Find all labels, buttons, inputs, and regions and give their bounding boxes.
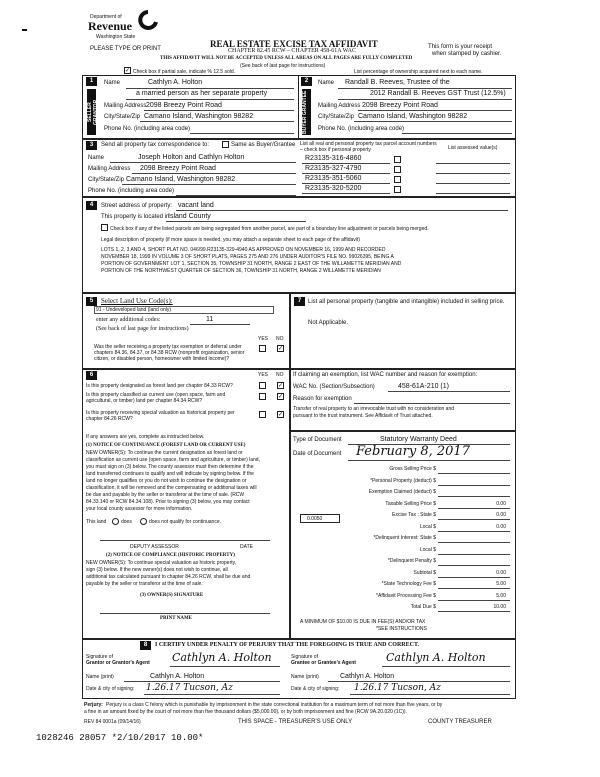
located-line	[166, 221, 306, 222]
seller-city-label: City/State/Zip	[104, 114, 141, 120]
local-rate-box[interactable]	[300, 514, 340, 523]
dor-logo	[86, 10, 156, 40]
buyer-name-1[interactable]: Randall B. Reeves, Trustee of the	[345, 79, 450, 86]
legal-line-3: PORTION OF GOVERNMENT LOT 1, SECTION 35, TOWNSHIP 31 NORTH, RANGE 2 EAST OF THE WILLAMETTE MERIDIAN AND	[101, 261, 402, 267]
seller-mailing[interactable]: 2098 Breezy Point Road	[146, 102, 222, 109]
taxpayer-mailing-label: Mailing Address	[88, 166, 131, 172]
tax-row-label: *State Technology Fee $	[381, 581, 436, 587]
reason-label: Reason for exemption	[293, 396, 352, 402]
parties-divider	[298, 75, 299, 139]
grantor-signature[interactable]: Cathlyn A. Holton	[172, 651, 272, 664]
grantee-sig-label-a: Signature of	[291, 654, 318, 660]
additional-codes-line	[190, 324, 250, 325]
forest-q1: Is this property designated as forest land per chapter 84.33 RCW?	[86, 383, 233, 389]
buyer-name-label: Name	[318, 80, 335, 86]
section-1-num: 1	[86, 77, 97, 86]
assessed-line-1	[436, 163, 510, 164]
notice2-l3: additional tax calculated pursuant to chapter 84.26 RCW, shall be due and	[86, 574, 251, 580]
account-2[interactable]: R23135-327-4790	[305, 165, 362, 172]
tax-row-label: Total Due $	[410, 604, 436, 610]
grantor-date[interactable]: 1.26.17 Tucson, Az	[146, 683, 233, 693]
notice2-l1: NEW OWNER(S): To continue special valuation as historic property,	[86, 560, 237, 566]
ownership-pct: List percentage of ownership acquired next to each name.	[354, 69, 483, 75]
grantee-name[interactable]: Cathlyn A. Holton	[340, 673, 395, 680]
tax-row-value[interactable]: 0.00	[496, 512, 506, 518]
grantor-name[interactable]: Cathlyn A. Holton	[150, 673, 205, 680]
date-doc-line	[348, 460, 510, 461]
tax-row-line	[438, 473, 510, 474]
segregated-label: Check box if any of the listed parcels are being segregated from another parcel, are part of a boundary line adjustment or parcels being merged.	[110, 226, 429, 232]
forest-q2-no[interactable]: ✓	[278, 394, 284, 400]
treasurer-space: THIS SPACE - TREASURER'S USE ONLY	[238, 719, 353, 725]
grantor-agent-label: Grantor or Grantor's Agent	[86, 660, 150, 666]
tax-row-label: *Delinquent Interest: State $	[373, 535, 436, 541]
forest-if-yes: If any answers are yes, complete as instructed below.	[86, 434, 205, 440]
forest-q2: Is this property classified as current use (open space, farm and agricultural, or timber) land per chapter 84.34 RCW?	[86, 392, 226, 404]
form-warning: THIS AFFIDAVIT WILL NOT BE ACCEPTED UNLESS ALL AREAS ON ALL PAGES ARE FULLY COMPLETED	[160, 56, 413, 61]
seller-name-line-1	[126, 88, 294, 89]
section-6-num: 6	[86, 371, 97, 380]
tax-row-line	[438, 496, 510, 497]
street-label: Street address of property:	[101, 203, 173, 209]
taxpayer-phone-label: Phone No. (including area code)	[88, 188, 175, 194]
grantor-sig-label-a: Signature of	[86, 654, 113, 660]
deputy-date-label: DATE	[240, 544, 253, 550]
taxpayer-label: Send all property tax correspondence to:	[101, 142, 210, 148]
print-name-label: PRINT NAME	[160, 616, 192, 621]
buyer-phone-line	[402, 133, 512, 134]
tax-row-label: Excise Tax : State $	[392, 512, 436, 518]
taxpayer-name-line	[110, 162, 296, 163]
rev-code: REV 84 0001a (09/14/16)	[84, 719, 141, 725]
reason-line-1[interactable]: Transfer of real property to an irrevocable trust with no consideration and	[293, 406, 455, 412]
wac-label: WAC No. (Section/Subsection)	[293, 384, 375, 390]
account-line-2	[302, 173, 390, 174]
account-3[interactable]: R23135-351-5060	[305, 175, 362, 182]
located-value[interactable]: Island County	[168, 213, 211, 220]
forest-q3-yes[interactable]	[259, 411, 266, 418]
deputy-line	[100, 540, 270, 541]
forest-q3-no[interactable]: ✓	[278, 412, 284, 418]
assessed-line-3	[436, 183, 510, 184]
mark-dash	[22, 29, 27, 31]
buyer-mailing-label: Mailing Address	[318, 103, 361, 109]
buyer-city-label: City/State/Zip	[318, 114, 355, 120]
deputy-label: DEPUTY ASSESSOR	[130, 544, 179, 550]
tax-row-line	[438, 577, 510, 578]
receipt-note-2: when stamped by cashier.	[432, 51, 502, 57]
grantee-date-line	[350, 694, 510, 695]
account-3-checkbox[interactable]	[394, 176, 401, 183]
street-line	[176, 210, 508, 211]
seller-phone-label: Phone No. (including area code)	[104, 126, 191, 132]
perjury-line-2: a fine in an amount fixed by the court of not more than five thousand dollars ($5,000.00), or by both imprisonment and fine (RCW 9A.20.020 (1C)).	[84, 709, 407, 715]
tax-row-line	[438, 531, 510, 532]
tax-row-label: Local $	[419, 524, 436, 530]
forest-q2-yes[interactable]	[259, 393, 266, 400]
legal-line-1: LOTS 1, 2, 3 AND 4, SHORT PLAT NO. 046/99.R23135-329-4940 AS APPROVED ON NOVEMBER 16, 1999 AND RECORDED	[101, 247, 386, 253]
same-as-buyer-checkbox[interactable]	[222, 141, 229, 148]
form-chapter: CHAPTER 82.45 RCW – CHAPTER 458-61A WAC	[228, 48, 356, 54]
notice1-l2: classification as current use (open space, farm and agriculture, or timber) land,	[86, 457, 260, 463]
dor-line3: Washington State	[96, 34, 136, 40]
notice1-l8: 84.33.140 or RCW 84.34.108). Prior to signing (3) below, you may contact	[86, 499, 250, 505]
wac-line	[388, 391, 510, 392]
street-value[interactable]: vacant land	[178, 202, 214, 209]
additional-codes-value[interactable]: 11	[206, 316, 214, 323]
notice2-title: (2) NOTICE OF COMPLIANCE (HISTORIC PROPERTY)	[106, 553, 235, 558]
section-2-num: 2	[301, 77, 312, 86]
grantor-date-label: Date & city of signing:	[86, 686, 135, 692]
buyer-side-label: BUYER GRANTEE	[302, 89, 311, 135]
account-4[interactable]: R23135-320-5200	[305, 185, 362, 192]
tax-row-label: Subtotal $	[413, 570, 436, 576]
section-4-num: 4	[86, 201, 97, 210]
partial-sale-label: Check box if partial sale, indicate % 12.5 sold.	[133, 69, 235, 75]
grantee-name-line	[328, 681, 510, 682]
personal-property-label: List all personal property (tangible and intangible) included in selling price.	[308, 299, 505, 305]
tax-row-value[interactable]: 0.00	[496, 501, 506, 507]
notice1-l6: classification, it will be removed and the compensating or additional taxes will	[86, 485, 257, 491]
tax-row-label: Local $	[419, 547, 436, 553]
seller-side-label: SELLER GRANTOR	[87, 89, 96, 135]
tax-row-value[interactable]: 10.00	[493, 604, 506, 610]
reason-line	[354, 403, 510, 404]
buyer-mailing-line	[358, 110, 512, 111]
no-header: NO	[276, 336, 284, 342]
perjury-line-1: Perjury is a class C felony which is punishable by imprisonment in the state correctional institution for a maximum term of not more than five years, or by	[106, 702, 443, 708]
receipt-stamp: 1028246 28057 *2/10/2017 10.00*	[36, 733, 204, 743]
tax-row-line	[438, 600, 510, 601]
account-1-checkbox[interactable]	[394, 156, 401, 163]
see-back: (See back of last page for instructions)	[96, 326, 189, 332]
taxpayer-name[interactable]: Joseph Holton and Cathlyn Holton	[138, 154, 245, 161]
grantee-date[interactable]: 1.26.17 Tucson, Az	[354, 683, 441, 693]
tax-row-label: Gross Selling Price $	[389, 466, 436, 472]
local-rate-value: 0.0050	[307, 516, 323, 522]
same-as-buyer-label: Same as Buyer/Grantee	[231, 142, 296, 148]
tax-row-value[interactable]: 0.00	[496, 570, 506, 576]
grantee-sig-line	[382, 666, 510, 667]
grantor-name-label: Name (print)	[86, 674, 114, 680]
notice1-l4: land transferred continues to qualify and will indicate by signing below. If the	[86, 471, 254, 477]
account-line-3	[302, 183, 390, 184]
land-use-label: Select Land Use Code(s):	[101, 297, 173, 305]
seller-name-1[interactable]: Cathlyn A. Holton	[148, 79, 203, 86]
tax-row-line	[438, 554, 510, 555]
forest-q1-no[interactable]: ✓	[278, 383, 284, 389]
receipt-note-1: This form is your receipt	[428, 44, 493, 50]
grantor-name-line	[124, 681, 280, 682]
taxpayer-phone-line	[176, 195, 296, 196]
date-doc-label: Date of Document	[293, 451, 342, 457]
account-1[interactable]: R23135-316-4860	[305, 155, 362, 162]
personal-property-value[interactable]: Not Applicable.	[308, 320, 349, 326]
perjury-label: Perjury:	[84, 702, 103, 708]
tax-row-line	[438, 611, 510, 612]
notice1-l9: your local county assessor for more information.	[86, 506, 193, 512]
exempt-question: Was the seller receiving a property tax exemption or deferral under chapters 84.36, 84.37, or 84.38 RCW (nonprofit organization, senior citizen, or disabled person, homeowner with limited income)?	[94, 344, 245, 362]
reason-line-2[interactable]: pursuant to the trust instrument. See Affidavit of Trust attached.	[293, 413, 433, 419]
buyer-name-line-1	[338, 88, 512, 89]
exemption-label: If claiming an exemption, list WAC number and reason for exemption:	[293, 372, 478, 378]
tax-row-line	[438, 485, 510, 486]
partial-sale-checkbox[interactable]: ✓	[125, 68, 131, 74]
notice1-l3: you must sign on (3) below. The county assessor must then determine if the	[86, 464, 254, 470]
yes-header: YES	[258, 336, 269, 342]
located-label: This property is located in	[101, 214, 170, 220]
accounts-header: List all real and personal property tax parcel account numbers – check box if personal property	[300, 141, 437, 153]
taxpayer-city[interactable]: Camano Island, Washington 98282	[126, 176, 236, 183]
section-8-num: 8	[140, 641, 151, 650]
taxpayer-name-label: Name	[88, 155, 105, 161]
dor-swoosh-icon	[138, 10, 158, 32]
taxpayer-city-label: City/State/Zip	[88, 177, 125, 183]
notice1-title: (1) NOTICE OF CONTINUANCE (FOREST LAND OR CURRENT USE)	[86, 443, 246, 448]
forest-q3: Is this property receiving special valuation as historical property per chapter 84.26 RCW?	[86, 410, 235, 422]
seller-phone-line	[190, 133, 294, 134]
does-label: does	[121, 519, 132, 525]
legal-line-4: PORTION OF THE NORTHWEST QUARTER OF SECTION 36, TOWNSHIP 31 NORTH, RANGE 2 WILLAMETTE MERIDIAN	[101, 268, 381, 274]
buyer-name-2[interactable]: 2012 Randall B. Reeves GST Trust (12.5%)	[370, 90, 506, 97]
forest-no-header: NO	[276, 372, 284, 378]
notice2-l4: payable by the seller or transferor at the time of sale.	[86, 581, 203, 587]
tax-row-value[interactable]: 5.00	[496, 581, 506, 587]
forest-q1-yes[interactable]	[259, 382, 266, 389]
owner-sig-label: (3) OWNER(S) SIGNATURE	[140, 593, 204, 598]
notice2-l2: sign (3) below. If the new owner(s) does not wish to continue, all	[86, 567, 228, 573]
tax-row-line	[438, 542, 510, 543]
owner-sig-line	[100, 613, 270, 614]
type-doc-value[interactable]: Statutory Warranty Deed	[380, 436, 457, 443]
tax-row-value[interactable]: 0.00	[496, 524, 506, 530]
seller-city-line	[140, 121, 294, 122]
wac-value[interactable]: 458-61A-210 (1)	[398, 383, 449, 390]
account-line-1	[302, 163, 390, 164]
seller-name-line-2	[126, 99, 294, 100]
buyer-city[interactable]: Camano Island, Washington 98282	[358, 113, 468, 120]
legal-label: Legal description of property (if more space is needed, you may attach a separate sheet to each page of the affidavit)	[101, 237, 360, 243]
tax-row-label: *Affidavit Processing Fee $	[376, 593, 436, 599]
grantee-signature[interactable]: Cathlyn A. Holton	[386, 651, 486, 664]
tax-row-label: *Delinquent Penalty $	[387, 558, 436, 564]
does-not-label: does not qualify for continuance.	[149, 519, 221, 525]
notice1-l5: land no longer qualifies or you do not wish to continue the designation or	[86, 478, 247, 484]
does-not-radio[interactable]	[140, 518, 147, 525]
buyer-phone-label: Phone No. (including area code)	[318, 126, 405, 132]
dor-line2: Revenue	[88, 19, 132, 33]
assessed-line-4	[436, 193, 510, 194]
tax-row-label: *Personal Property (deduct) $	[370, 478, 436, 484]
see-instructions: (See back of last page for instructions)	[240, 63, 326, 69]
seller-name-label: Name	[104, 80, 121, 86]
type-doc-label: Type of Document	[293, 437, 342, 443]
tax-row-line	[438, 565, 510, 566]
legal-line-2: NOVEMBER 18, 1999 IN VOLUME 3 OF SHORT PLATS, PAGES 275 AND 276 UNDER AUDITOR'S FILE NO. 99026395, BEING A	[101, 254, 394, 260]
section-3-num: 3	[86, 141, 97, 150]
tax-row-label: Taxable Selling Price $	[385, 501, 436, 507]
grantor-sig-line	[170, 666, 280, 667]
land-use-select-value: 91 - Undeveloped land (land only)	[96, 307, 172, 313]
account-line-4	[302, 193, 390, 194]
date-doc-value[interactable]: February 8, 2017	[356, 444, 470, 459]
certify-text: I CERTIFY UNDER PENALTY OF PERJURY THAT THE FOREGOING IS TRUE AND CORRECT.	[155, 642, 420, 648]
taxpayer-city-line	[122, 184, 296, 185]
tax-row-value[interactable]: 5.00	[496, 593, 506, 599]
does-radio[interactable]	[112, 518, 119, 525]
this-land-label: This land	[86, 519, 107, 525]
account-2-checkbox[interactable]	[394, 166, 401, 173]
assessed-header: List assessed value(s)	[448, 145, 498, 151]
forest-yes-header: YES	[258, 372, 269, 378]
buyer-city-line	[354, 121, 512, 122]
tax-row-line	[438, 508, 510, 509]
tax-row-label: Exemption Claimed (deduct) $	[368, 489, 436, 495]
account-4-checkbox[interactable]	[394, 186, 401, 193]
exempt-no-checkbox[interactable]: ✓	[278, 346, 284, 352]
seller-mailing-label: Mailing Address	[104, 103, 147, 109]
type-or-print: PLEASE TYPE OR PRINT	[90, 46, 161, 52]
section-5-num: 5	[86, 297, 97, 306]
segregated-checkbox[interactable]	[101, 224, 108, 231]
minimum-due: A MINIMUM OF $10.00 IS DUE IN FEE(S) AND/OR TAX	[300, 619, 426, 625]
additional-codes-label: enter any additional codes:	[96, 317, 161, 323]
grantor-date-line	[144, 694, 280, 695]
dor-line1: Department of	[90, 14, 122, 20]
property-section	[82, 197, 516, 293]
grantee-date-label: Date & city of signing:	[291, 686, 340, 692]
exempt-yes-checkbox[interactable]	[259, 345, 266, 352]
grantee-name-label: Name (print)	[291, 674, 319, 680]
buyer-mailing[interactable]: 2098 Breezy Point Road	[362, 102, 438, 109]
notice1-l7: be due and payable by the seller or transferor at the time of sale. (RCW	[86, 492, 245, 498]
form-title: REAL ESTATE EXCISE TAX AFFIDAVIT	[210, 39, 378, 49]
grantee-agent-label: Grantee or Grantee's Agent	[291, 660, 356, 666]
see-instr: *SEE INSTRUCTIONS	[376, 626, 427, 632]
land-use-select[interactable]	[94, 306, 274, 314]
county-treasurer: COUNTY TREASURER	[428, 719, 492, 725]
buyer-name-line-2	[338, 99, 512, 100]
seller-mailing-line	[144, 110, 294, 111]
seller-name-2[interactable]: a married person as her separate property	[136, 90, 268, 97]
notice1-l1: NEW OWNER(S): To continue the current designation as forest land or	[86, 450, 243, 456]
seller-city[interactable]: Camano Island, Washington 98282	[144, 113, 254, 120]
assessed-line-2	[436, 173, 510, 174]
taxpayer-mailing[interactable]: 2098 Breezy Point Road	[140, 165, 216, 172]
tax-row-line	[438, 519, 510, 520]
taxpayer-mailing-line	[132, 173, 296, 174]
section-7-num: 7	[294, 297, 305, 306]
tax-row-line	[438, 588, 510, 589]
